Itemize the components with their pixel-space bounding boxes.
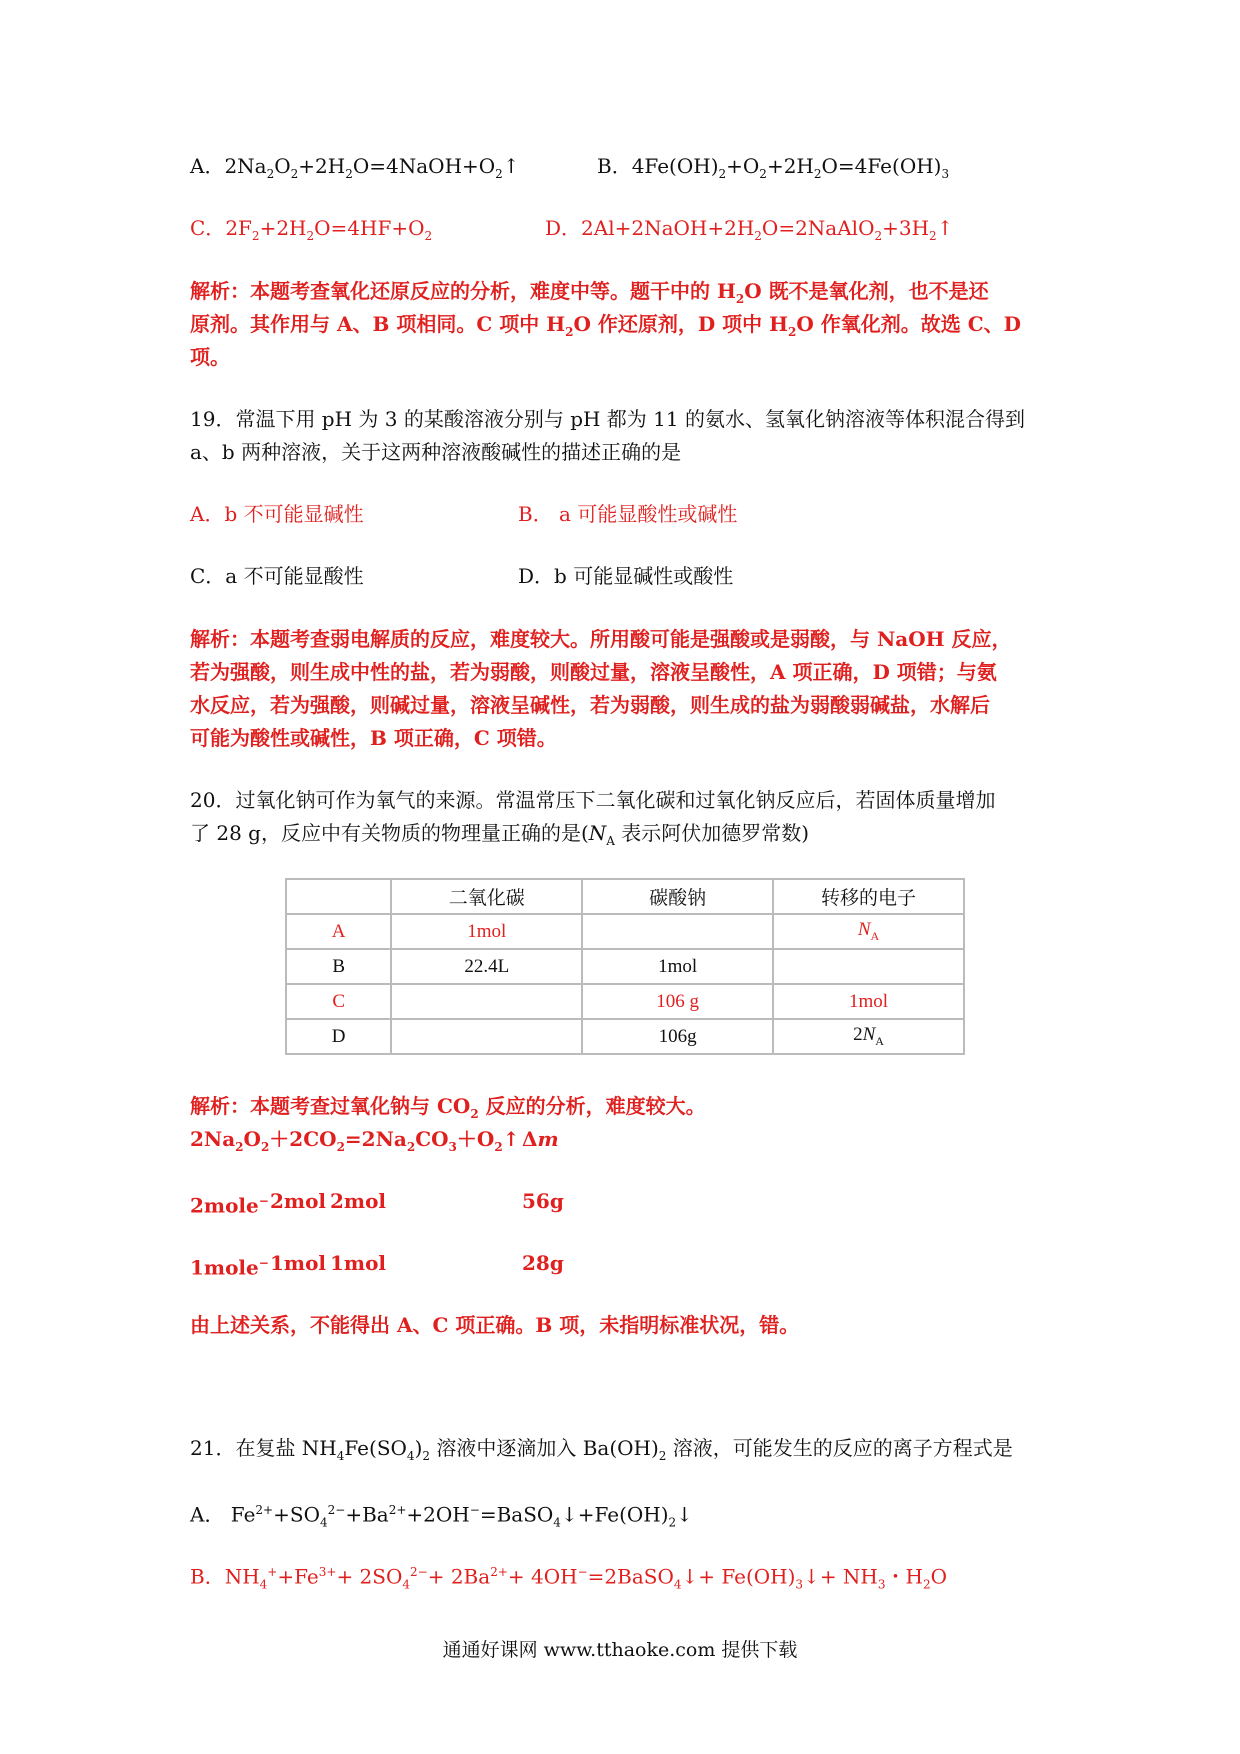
q19-stem-line-1: 19．常温下用 pH 为 3 的某酸溶液分别与 pH 都为 11 的氨水、氢氧化钠溶液等体积混合得到 (190, 407, 1025, 431)
q18-option-a: A．$2Na_2O_2+2H_2O=4NaOH+O_2↑$ (190, 154, 520, 181)
table-cell: $N_A$ (773, 914, 964, 949)
page-footer: 通通好课网 www.tthaoke.com 提供下载 (442, 1639, 798, 1661)
q20-ratio-row-1-mass: 56g (522, 1189, 564, 1213)
table-cell: 22.4L (391, 949, 582, 984)
table-row (286, 984, 964, 1019)
table-cell (582, 914, 773, 949)
q18-analysis-line-2: 原剂。其作用与 A、B 项相同。C 项中 $H_2O$ 作还原剂，D 项中 $H_2O$ 作氧化剂。故选 C、D (190, 312, 1021, 339)
q20-ratio-row-1-na2co3: 2mol (330, 1189, 387, 1213)
table-header-row (286, 879, 964, 914)
q21-option-a: A． $Fe^{2+}+SO_4^{2-}+Ba^{2+}+2OH^-=BaSO_4↓+Fe(OH)_2↓$ (190, 1502, 693, 1530)
table-cell: B (286, 949, 391, 984)
table-header-cell: 二氧化碳 (391, 879, 582, 914)
q21-stem: 21．在复盐 $NH_4Fe(SO_4)_2$ 溶液中逐滴加入 $Ba(OH)_2$ 溶液，可能发生的反应的离子方程式是 (190, 1436, 1013, 1463)
q19-option-c: C．a 不可能显酸性 (190, 564, 364, 588)
q19-analysis-line-1: 解析：本题考查弱电解质的反应，难度较大。所用酸可能是强酸或是弱酸，与 NaOH 反应， (190, 627, 1012, 651)
table-cell: $2N_A$ (773, 1019, 964, 1054)
q20-ratio-row-2-mass: 28g (522, 1251, 564, 1275)
table-cell: 106 g (582, 984, 773, 1019)
q19-option-b: B． a 可能显酸性或碱性 (518, 502, 738, 526)
q20-ratio-row-2-co2: 1mol (270, 1251, 327, 1275)
table-cell: 1mol (391, 914, 582, 949)
q20-answer-table (285, 878, 965, 1055)
q19-stem-line-2: a、b 两种溶液，关于这两种溶液酸碱性的描述正确的是 (190, 440, 682, 464)
q18-option-b: B．$4Fe(OH)_2+O_2+2H_2O=4Fe(OH)_3$ (597, 154, 950, 181)
q20-analysis-title: 解析：本题考查过氧化钠与 $CO_2$ 反应的分析，难度较大。 (190, 1094, 706, 1121)
q19-option-a: A．b 不可能显碱性 (190, 502, 364, 526)
q19-analysis-line-3: 水反应，若为强酸，则碱过量，溶液呈碱性，若为弱酸，则生成的盐为弱酸弱碱盐，水解后 (190, 693, 990, 717)
table-cell: D (286, 1019, 391, 1054)
q20-ratio-row-1-co2: 2mol (270, 1189, 327, 1213)
table-cell: 106g (582, 1019, 773, 1054)
q21-option-b: B．$NH_4^++Fe^{3+}+ 2SO_4^{2-}+ 2Ba^{2+}+$ 4OH−=2BaSO$_4$↓+ $Fe(OH)_3↓+ NH_3$・$H_2O$ (190, 1564, 948, 1592)
table-header-cell: 碳酸钠 (582, 879, 773, 914)
table-cell: A (286, 914, 391, 949)
table-header-cell: 转移的电子 (773, 879, 964, 914)
q18-analysis-line-3: 项。 (190, 345, 230, 369)
table-cell: 1mol (582, 949, 773, 984)
q20-stem-line-2: 了 28 g，反应中有关物质的物理量正确的是($N_A$ 表示阿伏加德罗常数) (190, 821, 810, 848)
q18-option-c: C．$2F_2+2H_2O=4HF+O_2$ (190, 216, 433, 243)
q20-ratio-row-2-na2co3: 1mol (330, 1251, 387, 1275)
table-cell (773, 949, 964, 984)
q19-analysis-line-4: 可能为酸性或碱性，B 项正确，C 项错。 (190, 726, 557, 750)
q20-conclusion: 由上述关系，不能得出 A、C 项正确。B 项，未指明标准状况，错。 (190, 1313, 800, 1337)
q20-stem-line-1: 20．过氧化钠可作为氧气的来源。常温常压下二氧化碳和过氧化钠反应后，若固体质量增加 (190, 788, 996, 812)
q19-option-d: D．b 可能显碱性或酸性 (518, 564, 734, 588)
table-row (286, 914, 964, 949)
q18-option-d: D．$2Al+2NaOH+2H_2O=2NaAlO_2+3H_2↑$ (545, 216, 954, 243)
table-row (286, 949, 964, 984)
q20-ratio-row-2-electrons: 1mole− (190, 1255, 269, 1280)
table-cell: 1mol (773, 984, 964, 1019)
q20-ratio-row-1-electrons: 2mole− (190, 1193, 269, 1218)
table-cell (391, 984, 582, 1019)
q20-equation: $2Na_2O_2+2CO_2=2Na_2CO_3+O_2↑$ (190, 1127, 520, 1154)
q20-delta-m: Δm (522, 1127, 559, 1151)
q18-analysis-line-1: 解析：本题考查氧化还原反应的分析，难度中等。题干中的 $H_2O$ 既不是氧化剂，也不是还 (190, 279, 989, 306)
q19-analysis-line-2: 若为强酸，则生成中性的盐，若为弱酸，则酸过量，溶液呈酸性，A 项正确，D 项错；与氨 (190, 660, 997, 684)
table-cell (391, 1019, 582, 1054)
table-cell: C (286, 984, 391, 1019)
table-row (286, 1019, 964, 1054)
table-header-cell (286, 879, 391, 914)
